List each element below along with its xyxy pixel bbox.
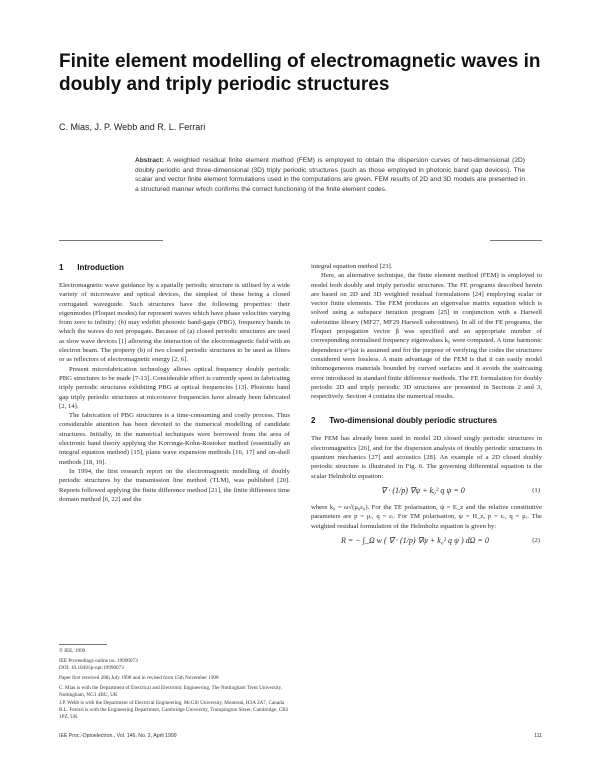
intro-paragraph-3: The fabrication of PBG structures is a time-consuming and costly process. Thus considerable attention has been devoted to the numerical modelling of candidate structures. Initially, in the numerical techniques were borrowed from the area of electronic band theory applying the Korringa-Kohn-Rostoker method (essentially an integral equation method) [15], plane wave expansion methods [16, 17] and on-shell methods [18, 19]. — [59, 412, 290, 466]
footnote-affiliation-1: C. Mias is with the Department of Electrical and Electronic Engineering, The Nottingham Trent University, Nottingham, NG1 4BU, UK — [59, 685, 283, 699]
page-number: 111 — [534, 733, 542, 739]
footnotes — [59, 648, 290, 721]
intro-paragraph-2: Present microfabrication technology allows optical frequency doubly periodic PBG structures to be made [7-13]. Considerable effort is currently spent in fabricating triply periodic structures exhibiting PBG at optical frequencies [13]. Photonic band gap triply periodic structures at microwave frequencies have already been fabricated [2, 14]. — [59, 365, 290, 410]
abstract-label: Abstract: — [135, 157, 164, 164]
divider-left — [59, 240, 163, 241]
paper-title: Finite element modelling of electromagnetic waves in doubly and triply periodic structures — [59, 51, 541, 95]
abstract — [135, 156, 525, 194]
section2-paragraph-2: where k₀ = ω√(μ₀ε₀). For the TE polarisation, ψ = E_z and the relative constitutive parameters are p = μᵣ, q = εᵣ. For TM polarisation, ψ = H_z, p = εᵣ, q = μᵣ. The weighted residual formulation of the Helmholtz equation is given by: — [311, 503, 542, 530]
section-title: Introduction — [77, 263, 124, 272]
equation-2-expression: R = − ∫_Ω w ( ∇ · (1/p) ∇ψ + k₀² q ψ ) dΩ = 0 — [341, 535, 489, 545]
footnote-online-no: IEE Proceedings online no. 19990073 — [59, 658, 138, 665]
equation-1-expression: ∇ · (1/p) ∇ψ + k₀² q ψ = 0 — [381, 485, 465, 495]
section-number: 2 — [311, 416, 316, 426]
footnote-rule — [59, 644, 107, 645]
authors: C. Mias, J. P. Webb and R. L. Ferrari — [59, 122, 206, 132]
intro-paragraph-1: Electromagnetic wave guidance by a spatially periodic structure is utilised by a wide variety of microwave and optical devices, the simplest of these being a closed corrugated waveguide. Such structures have the following properties: their eigenmodes (Floquet modes) far represent waves which have phase velocities varying from zero to infinity; (b) may exhibit photonic band-gaps (PBG), frequency bands in which the waves do not propagate. Because of (a) closed periodic structures are used as slow wave devices [1] allowing the interaction of the electromagnetic field with an electron beam. The property (b) of two closed periodic structures to be used as filters or as reflectors of electromagnetic energy [2, 6]. — [59, 282, 290, 364]
left-column — [59, 262, 290, 504]
footnote-affiliation-3: R.L. Ferrari is with the Engineering Department, Cambridge University, Trumpington Street, Cambridge, CB2 1PZ, UK — [59, 706, 289, 720]
footnote-received: Paper first received 28th July 1998 and in revised form 15th November 1998 — [59, 675, 219, 682]
section-heading-2d — [311, 415, 542, 426]
abstract-text: A weighted residual finite element method (FEM) is employed to obtain the dispersion curves of two-dimensional (2D) doubly periodic and three-dimensional (3D) triply periodic structures (such as those employed in photonic band gap devices). The scalar and vector finite element formulations used in the computations are given. FEM results of 2D and 3D models are presented in a structured manner which confirms the correct functioning of the finite element codes. — [135, 157, 525, 193]
section-heading-introduction — [59, 262, 290, 273]
footnote-affiliation-2: J.P. Webb is with the Department of Electrical Engineering, McGill University, Montreal, H3A 2A7, Canada — [59, 699, 285, 706]
footnote-copyright: © IEE, 1999 — [59, 648, 86, 654]
section-title: Two-dimensional doubly periodic structures — [329, 416, 498, 426]
equation-1-number: (1) — [532, 486, 540, 494]
divider-right — [490, 240, 542, 241]
right-column — [311, 262, 542, 553]
journal-footer: IEE Proc.-Optoelectron., Vol. 146, No. 2, April 1999 — [59, 733, 177, 739]
section-number: 1 — [59, 263, 64, 272]
section2-paragraph-1: The FEM has already been used to model 2D closed singly periodic structures in electromagnetics [26], and for the dispersion analysis of doubly periodic structures in quantum mechanics [27] and acoustics [28]. An example of a 2D closed doubly periodic structure is illustrated in Fig. 6. The governing differential equation is the scalar Helmholtz equation: — [311, 435, 542, 480]
intro-paragraph-5: Here, an alternative technique, the finite element method (FEM) is employed to model both doubly and triply periodic structures. The FE programs described herein are based on 2D and 3D weighted residual formulations [24] employing scalar or vector finite elements. The FEM produces an eigenvalue matrix equation which is solved using a subspace iteration program [25] in conjunction with a Harwell subroutine library (MF27, MF29 Harwell subroutines). In all of the FE programs, the Floquet propagation vector β was specified and an appropriate number of corresponding normalised frequency eigenvalues k₀ were computed. A time harmonic dependence e^jωt is assumed and for the purpose of verifying the codes the structures considered were lossless. A main advantage of the FEM is that it can easily model inhomogeneous materials bounded by curved surfaces and it avoids the staircasing error introduced in standard finite difference methods. The FE formulation for doubly periodic 2D and triply periodic 3D structures are presented in Sections 2 and 3, respectively. Section 4 contains the numerical results. — [311, 272, 542, 401]
intro-paragraph-4: In 1994, the first research report on the electromagnetic modelling of doubly periodic structures by the transmission line method (TLM), was published [20]. Reports followed applying the finite difference method [21], the finite difference time domain method [6, 22] and the — [59, 467, 290, 503]
footnote-doi: DOI: 10.1049/ip-opt:19990073 — [59, 665, 124, 672]
equation-1 — [311, 481, 542, 503]
equation-2-number: (2) — [532, 536, 540, 544]
intro-continued: integral equation method [23]. — [311, 263, 393, 270]
equation-2 — [311, 531, 542, 553]
